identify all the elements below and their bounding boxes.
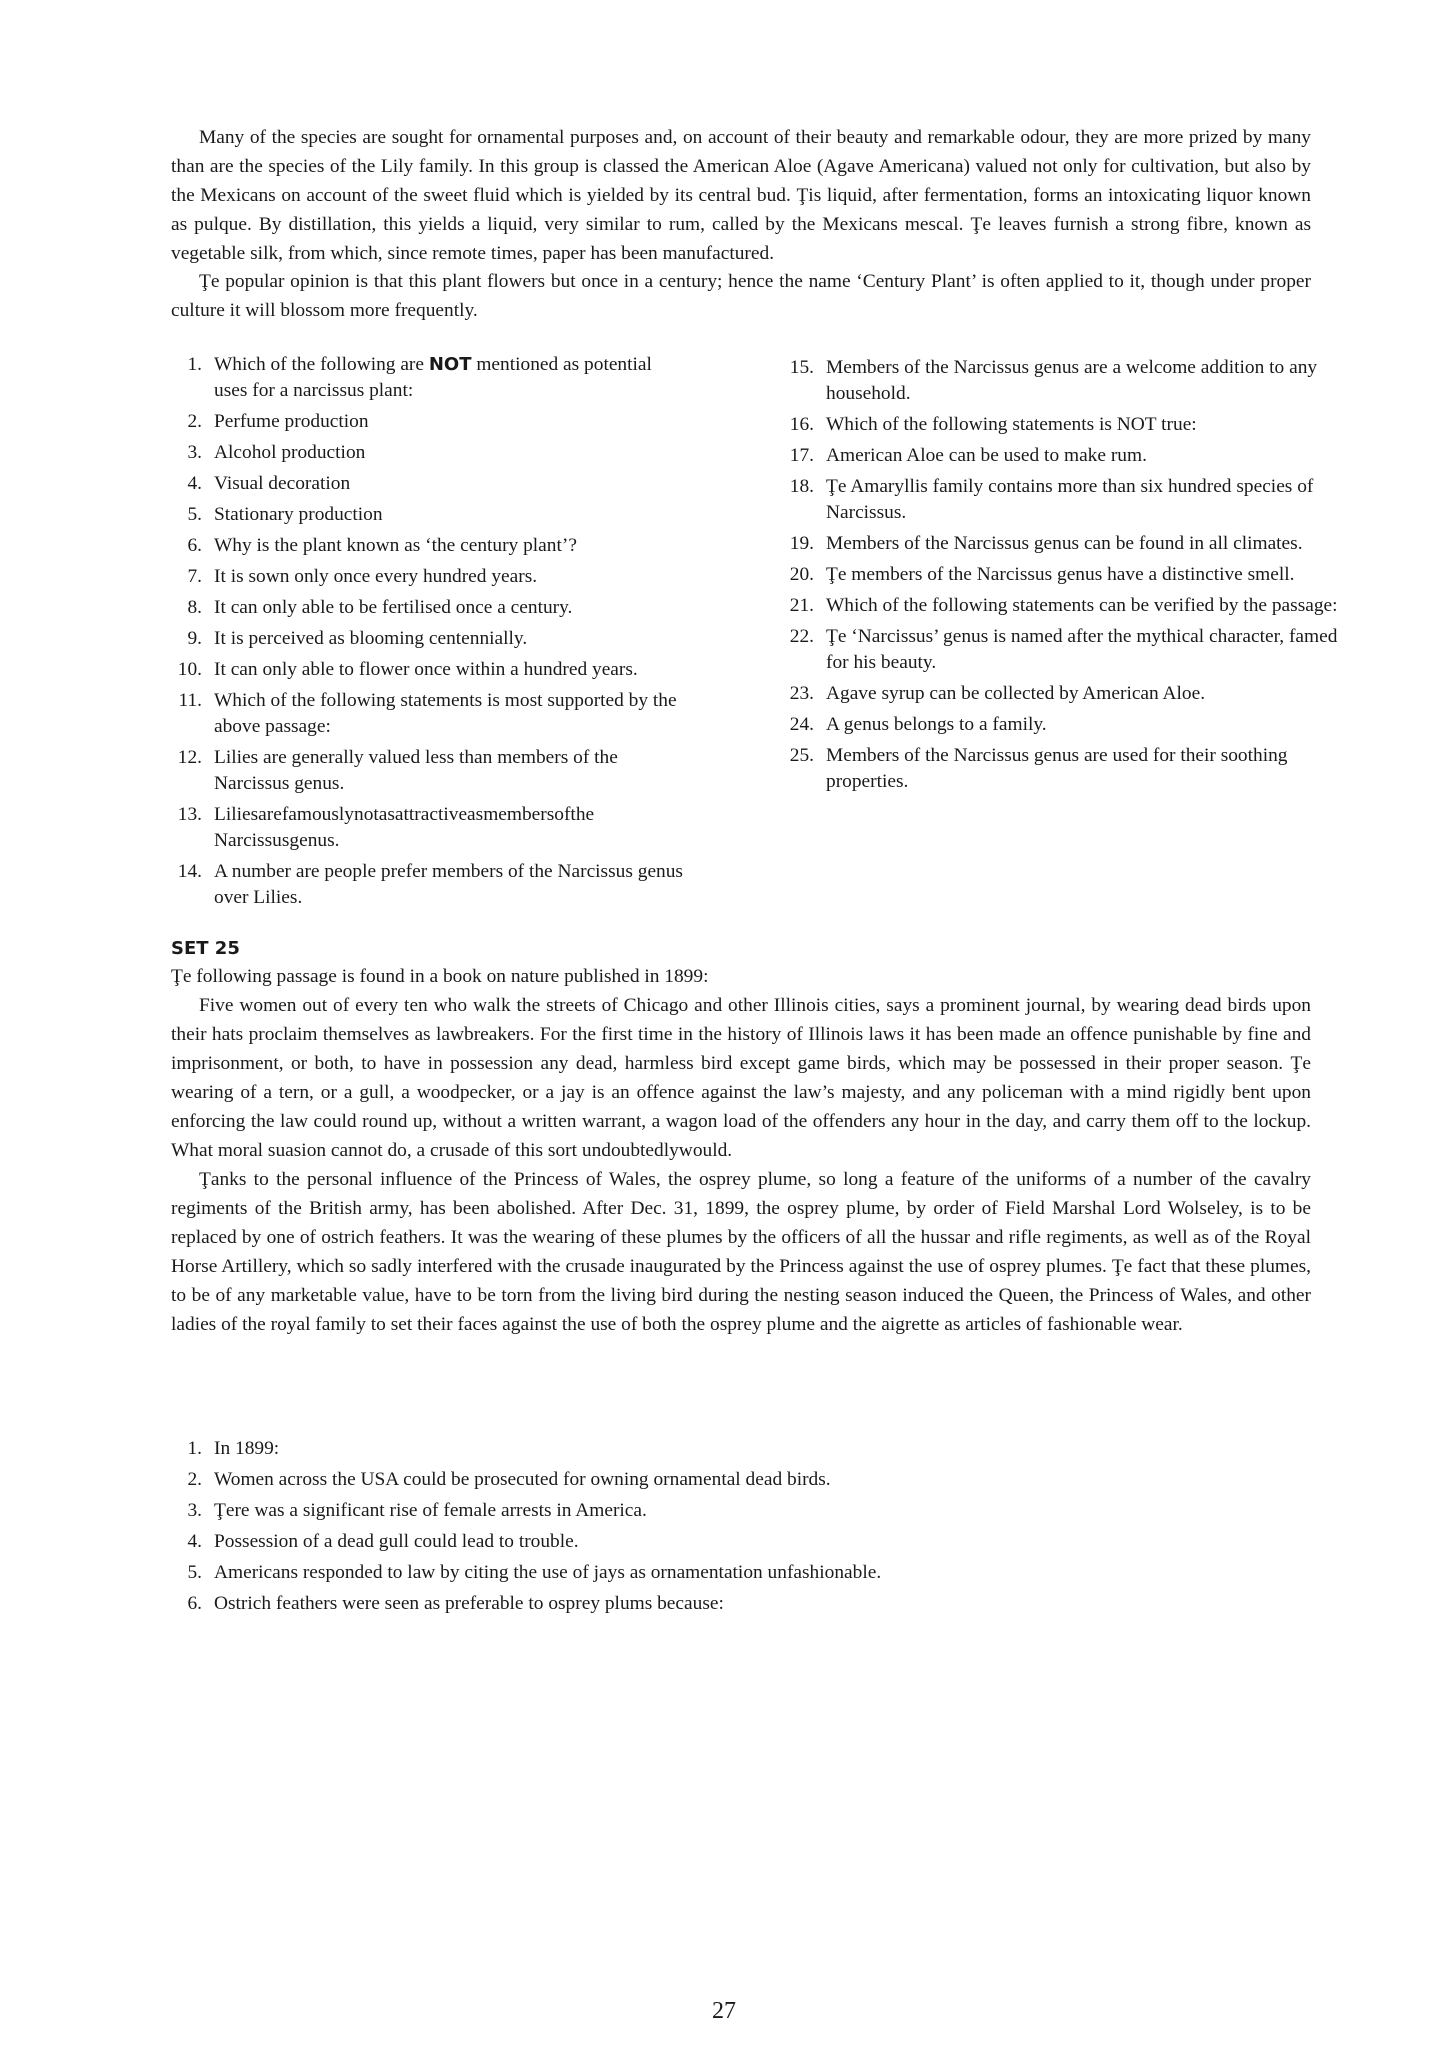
list-item (188, 352, 688, 404)
list-item (789, 412, 1340, 438)
list-item (188, 1436, 1088, 1462)
item-number: 18. (789, 476, 814, 497)
list-item (188, 1529, 1088, 1555)
item-text: Women across the USA could be prosecuted for owning ornamental dead birds. (214, 1469, 831, 1490)
item-number: 3. (187, 1500, 202, 1521)
list-item (177, 657, 688, 683)
item-text: Which of the following statements is most supported by the above passage: (214, 690, 677, 737)
item-number: 11. (178, 690, 202, 711)
item-text: Americans responded to law by citing the use of jays as ornamentation unfashionable. (214, 1562, 882, 1583)
item-number: 21. (789, 595, 814, 616)
item-text: Lilies are generally valued less than members of the Narcissus genus. (214, 747, 618, 794)
item-number: 25. (789, 745, 814, 766)
item-number: 4. (187, 473, 202, 494)
set-paragraph-2: Ţanks to the personal influence of the Princess of Wales, the osprey plume, so long a feature of the uniforms of a number of the cavalry regiments of the British army, has been abolished. After Dec. 31, 1899, the osprey plume, by order of Field Marshal Lord Wolseley, is to be replaced by one of ostrich feathers. It was the wearing of these plumes by the officers of all the hussar and rifle regiments, as well as of the Royal Horse Artillery, which so sadly interfered with the crusade inaugurated by the Princess against the use of osprey plumes. Ţe fact that these plumes, to be of any marketable value, have to be torn from the living bird during the nesting season induced the Queen, the Princess of Wales, and other ladies of the royal family to set their faces against the use of both the osprey plume and the aigrette as articles of fashionable wear. (171, 1169, 1311, 1335)
list-item (789, 743, 1340, 795)
item-number: 2. (187, 411, 202, 432)
item-number: 16. (789, 414, 814, 435)
item-number: 8. (187, 597, 202, 618)
item-text: Ţe Amaryllis family contains more than six hundred species of Narcissus. (826, 476, 1314, 523)
list-item (789, 593, 1340, 619)
item-number: 9. (187, 628, 202, 649)
list-item (177, 859, 688, 911)
item-text: A number are people prefer members of the Narcissus genus over Lilies. (214, 861, 683, 908)
item-number: 13. (177, 804, 202, 825)
item-text: Ostrich feathers were seen as preferable to osprey plums because: (214, 1593, 724, 1614)
item-number: 15. (789, 357, 814, 378)
item-text: Stationary production (214, 504, 383, 525)
list-item (178, 688, 688, 740)
item-text: Perfume production (214, 411, 369, 432)
item-number: 1. (187, 354, 202, 375)
item-text: It can only able to be fertilised once a century. (214, 597, 573, 618)
item-text: Members of the Narcissus genus are used for their soothing properties. (826, 745, 1288, 792)
list-item (188, 595, 688, 621)
item-text: In 1899: (214, 1438, 280, 1459)
list-item (177, 745, 688, 797)
list-item (188, 471, 688, 497)
item-text: Ţe ‘Narcissus’ genus is named after the mythical character, famed for his beauty. (826, 626, 1338, 673)
item-number: 22. (789, 626, 814, 647)
item-number: 6. (187, 1593, 202, 1614)
item-number: 5. (187, 504, 202, 525)
passage-paragraph-2: Ţe popular opinion is that this plant flowers but once in a century; hence the name ‘Century Plant’ is often applied to it, though under proper culture it will blossom more frequently. (171, 271, 1311, 321)
item-number: 23. (789, 683, 814, 704)
list-item (789, 712, 1340, 738)
item-text: A genus belongs to a family. (826, 714, 1047, 735)
item-text: Which of the following statements can be verified by the passage: (826, 595, 1338, 616)
item-text: Which of the following are NOT mentioned as potential uses for a narcissus plant: (214, 354, 652, 401)
item-text: Ţere was a significant rise of female arrests in America. (214, 1500, 647, 1521)
item-text: Ţe members of the Narcissus genus have a distinctive smell. (826, 564, 1295, 585)
section-heading: SET 25 (171, 938, 240, 959)
item-text: American Aloe can be used to make rum. (826, 445, 1147, 466)
item-number: 20. (789, 564, 814, 585)
item-text: It can only able to flower once within a hundred years. (214, 659, 638, 680)
item-number: 24. (789, 714, 814, 735)
item-text: Visual decoration (214, 473, 351, 494)
item-text: Which of the following statements is NOT true: (826, 414, 1197, 435)
list-item (188, 440, 688, 466)
item-text: Agave syrup can be collected by American Aloe. (826, 683, 1206, 704)
bold-emphasis: NOT (428, 354, 472, 375)
list-item (188, 1591, 1088, 1617)
item-text: Members of the Narcissus genus can be found in all climates. (826, 533, 1303, 554)
list-item (789, 624, 1340, 676)
item-number: 14. (177, 861, 202, 882)
list-item (188, 502, 688, 528)
list-item (789, 443, 1340, 469)
item-number: 5. (187, 1562, 202, 1583)
set-intro: Ţe following passage is found in a book on nature published in 1899: (171, 966, 709, 987)
item-number: 12. (177, 747, 202, 768)
item-number: 6. (187, 535, 202, 556)
item-number: 3. (187, 442, 202, 463)
list-item (188, 564, 688, 590)
item-number: 1. (187, 1438, 202, 1459)
list-item (188, 1467, 1088, 1493)
passage-paragraph-1: Many of the species are sought for ornamental purposes and, on account of their beauty and remarkable odour, they are more prized by many than are the species of the Lily family. In this group is classed the American Aloe (Agave Americana) valued not only for cultivation, but also by the Mexicans on account of the sweet fluid which is yielded by its central bud. Ţis liquid, after fermentation, forms an intoxicating liquor known as pulque. By distillation, this yields a liquid, very similar to rum, called by the Mexicans mescal. Ţe leaves furnish a strong fibre, known as vegetable silk, from which, since remote times, paper has been manufactured. (171, 127, 1311, 264)
list-item (789, 474, 1340, 526)
list-item (188, 409, 688, 435)
set-questions (188, 1436, 1088, 1622)
item-number: 2. (187, 1469, 202, 1490)
item-text: Why is the plant known as ‘the century plant’? (214, 535, 577, 556)
item-text: Liliesarefamouslynotasattractiveasmembersofthe Narcissusgenus. (214, 804, 595, 851)
item-number: 10. (177, 659, 202, 680)
item-number: 19. (789, 533, 814, 554)
list-item (789, 562, 1340, 588)
item-text: Alcohol production (214, 442, 366, 463)
questions-left-column (177, 352, 688, 916)
item-number: 7. (187, 566, 202, 587)
list-item (188, 533, 688, 559)
item-number: 17. (789, 445, 814, 466)
item-text: Members of the Narcissus genus are a welcome addition to any household. (826, 357, 1318, 404)
item-text: Possession of a dead gull could lead to trouble. (214, 1531, 579, 1552)
questions-right-column (789, 355, 1340, 800)
list-item (188, 626, 688, 652)
list-item (789, 531, 1340, 557)
list-item (789, 355, 1340, 407)
item-number: 4. (187, 1531, 202, 1552)
set-paragraph-1: Five women out of every ten who walk the streets of Chicago and other Illinois cities, says a prominent journal, by wearing dead birds upon their hats proclaim themselves as lawbreakers. For the first time in the history of Illinois laws it has been made an offence punishable by fine and imprisonment, or both, to have in possession any dead, harmless bird except game birds, which may be possessed in their proper season. Ţe wearing of a tern, or a gull, a woodpecker, or a jay is an offence against the law’s majesty, and any policeman with a mind rigidly bent upon enforcing the law could round up, without a written warrant, a wagon load of the offenders any hour in the day, and carry them off to the lockup. What moral suasion cannot do, a crusade of this sort undoubtedlywould. (171, 995, 1311, 1161)
list-item (789, 681, 1340, 707)
item-text: It is sown only once every hundred years. (214, 566, 538, 587)
page-number: 27 (712, 1998, 736, 2024)
list-item (188, 1498, 1088, 1524)
list-item (177, 802, 688, 854)
list-item (188, 1560, 1088, 1586)
item-text: It is perceived as blooming centennially. (214, 628, 528, 649)
